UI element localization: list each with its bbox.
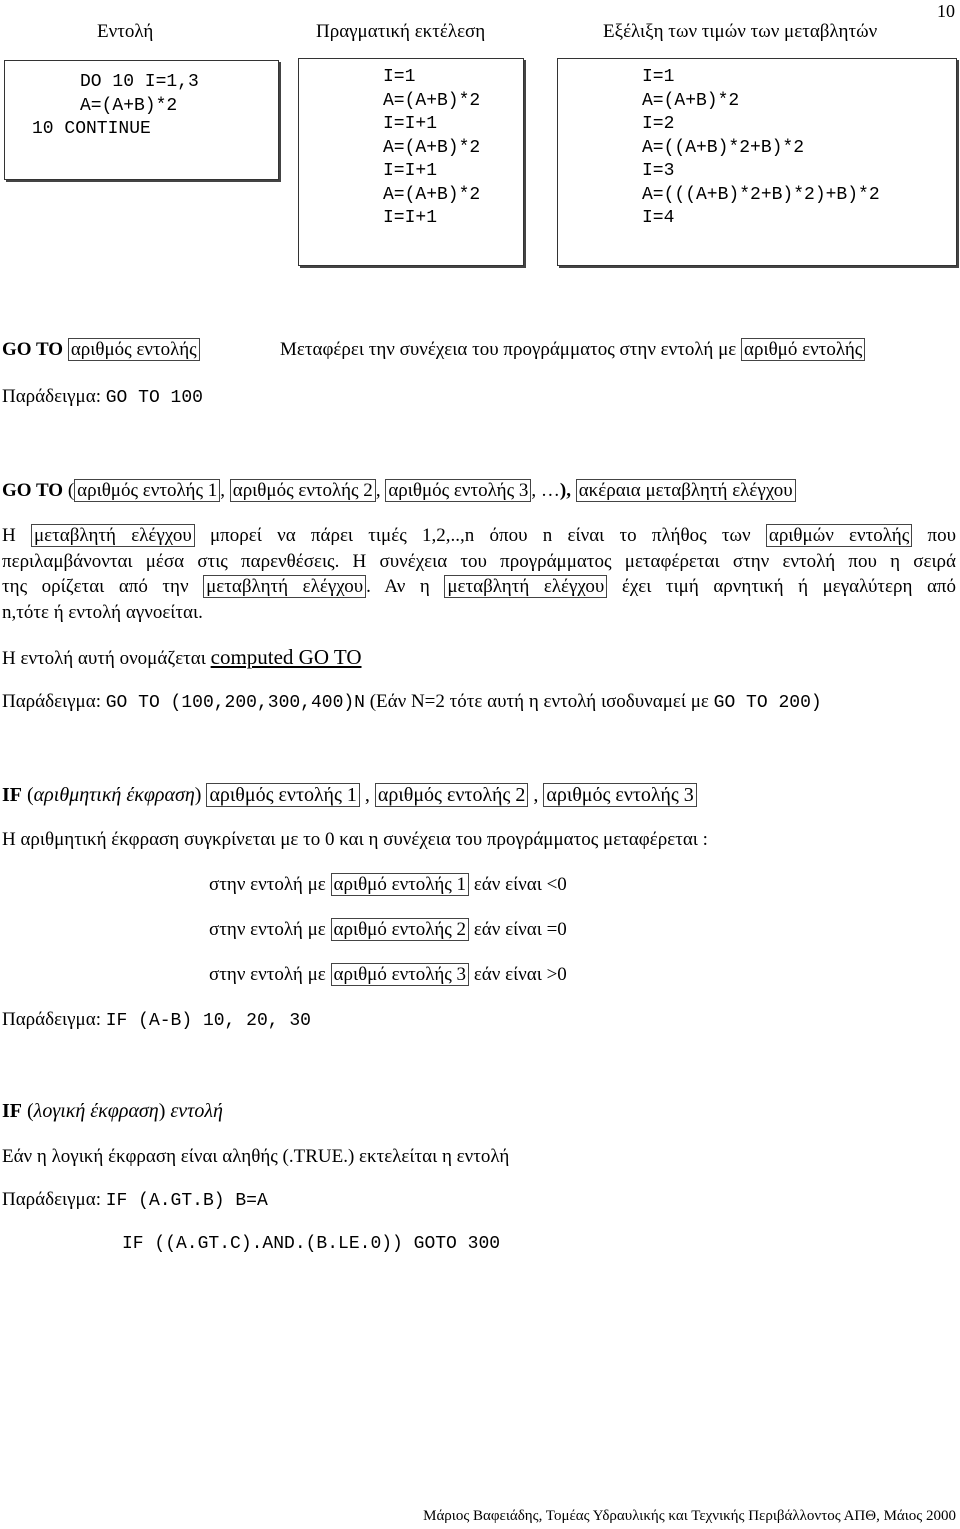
code-line: 10 CONTINUE xyxy=(32,119,151,139)
footer: Μάριος Βαφειάδης, Τομέας Υδραυλικής και Τεχνικής Περιβάλλοντος ΑΠΘ, Μάιος 2000 xyxy=(423,1508,956,1524)
paren-close: ), xyxy=(559,480,571,501)
code-line: DO 10 I=1,3 xyxy=(80,72,199,92)
logical-expression: λογική έκφραση xyxy=(33,1100,159,1122)
goto-keyword: GO TO xyxy=(2,339,64,360)
arith-case-2 xyxy=(209,919,567,941)
code-line: I=4 xyxy=(642,208,675,228)
text: που xyxy=(927,525,957,546)
text: εάν είναι <0 xyxy=(473,874,567,895)
arith-expression: αριθμητική έκφραση xyxy=(33,784,195,806)
example-code: GO TO 100 xyxy=(105,388,203,408)
header-variable-evolution: Εξέλιξη των τιμών των μεταβλητών xyxy=(603,21,878,42)
computed-example xyxy=(2,691,822,713)
code-line: I=1 xyxy=(642,67,675,87)
computed-named xyxy=(2,645,362,670)
text: Η εντολή αυτή ονομάζεται xyxy=(2,648,206,669)
text: μπορεί να πάρει τιμές 1,2,..,n όπου n είναι το πλήθος των xyxy=(210,525,751,546)
arith-arg2-box: αριθμός εντολής 2 xyxy=(375,783,528,807)
code-line: A=(A+B)*2 xyxy=(80,95,178,116)
arith-case-1 xyxy=(209,874,567,896)
computed-paragraph-line-4: n,τότε ή εντολή αγνοείται. xyxy=(2,602,203,623)
header-execution: Πραγματική εκτέλεση xyxy=(316,21,486,42)
text: . Αν η xyxy=(366,576,430,597)
header-command: Εντολή xyxy=(97,21,154,42)
statement-numbers-box: αριθμών εντολής xyxy=(766,524,912,547)
text: στην εντολή με xyxy=(209,874,326,895)
paren-open: ( xyxy=(22,1100,34,1122)
example-code: IF (A.GT.B) B=A xyxy=(105,1191,268,1211)
logical-if-description: Εάν η λογική έκφραση είναι αληθής (.TRUE.) εκτελείται η εντολή xyxy=(2,1146,510,1167)
code-line: A=(A+B)*2 xyxy=(383,90,481,111)
text: Η xyxy=(2,525,16,546)
code-line: A=(((A+B)*2+B)*2)+B)*2 xyxy=(642,184,880,205)
command-lines xyxy=(32,71,199,142)
example-label: Παράδειγμα: xyxy=(2,691,101,712)
computed-arg4-box: ακέραια μεταβλητή ελέγχου xyxy=(576,479,796,502)
example-code: IF (A-B) 10, 20, 30 xyxy=(105,1011,311,1031)
page-number: 10 xyxy=(937,1,955,21)
computed-arg2-box: αριθμός εντολής 2 xyxy=(230,479,376,502)
example-label: Παράδειγμα: xyxy=(2,1009,101,1030)
goto-description xyxy=(280,339,865,361)
computed-arg1-box: αριθμός εντολής 1 xyxy=(74,479,220,502)
arith-if-description: Η αριθμητική έκφραση συγκρίνεται με το 0 και η συνέχεια του προγράμματος μεταφέρεται : xyxy=(2,829,708,850)
case-box: αριθμό εντολής 1 xyxy=(331,873,470,896)
separator: , xyxy=(220,480,230,501)
code-line: I=3 xyxy=(642,161,675,181)
text: εάν είναι =0 xyxy=(473,919,567,940)
paren-open: ( xyxy=(63,480,75,501)
arith-case-3 xyxy=(209,964,567,986)
text: στην εντολή με xyxy=(209,919,326,940)
control-variable-box: μεταβλητή ελέγχου xyxy=(31,524,195,547)
logical-if-syntax xyxy=(2,1100,223,1123)
goto-example xyxy=(2,386,203,408)
paren-close: ) xyxy=(194,784,202,806)
separator: , xyxy=(375,480,386,501)
text: εάν είναι >0 xyxy=(473,964,567,985)
separator: , … xyxy=(531,480,560,501)
execution-lines xyxy=(383,66,480,231)
if-keyword: IF xyxy=(2,1100,22,1122)
arith-arg1-box: αριθμός εντολής 1 xyxy=(206,783,359,807)
variable-evolution-lines xyxy=(642,66,880,231)
code-line: I=I+1 xyxy=(383,161,438,181)
example-label: Παράδειγμα: xyxy=(2,1189,101,1210)
arith-if-syntax: IF (αριθμητική έκφραση) αριθμός εντολής 1 , αριθμός εντολής 2 , αριθμός εντολής 3 xyxy=(2,784,697,807)
code-line: I=I+1 xyxy=(383,208,438,228)
logical-if-statement: εντολή xyxy=(170,1100,223,1122)
code-line: A=(A+B)*2 xyxy=(642,90,740,111)
control-variable-box: μεταβλητή ελέγχου xyxy=(444,575,607,598)
example-label: Παράδειγμα: xyxy=(2,386,101,407)
example-note: (Εάν Ν=2 τότε αυτή η εντολή ισοδυναμεί με xyxy=(369,691,709,712)
logical-if-example xyxy=(2,1189,268,1211)
computed-goto-keyword: GO TO xyxy=(2,480,64,501)
code-line: A=(A+B)*2 xyxy=(383,184,481,205)
text: της ορίζεται από την xyxy=(2,576,189,597)
arith-arg3-box: αριθμός εντολής 3 xyxy=(543,783,696,807)
example-code: GO TO (100,200,300,400)N xyxy=(105,693,365,713)
computed-goto-term: computed GO TO xyxy=(210,645,362,669)
goto-desc-text: Μεταφέρει την συνέχεια του προγράμματος στην εντολή με xyxy=(280,339,737,360)
arith-if-example xyxy=(2,1009,311,1031)
computed-paragraph-line-3 xyxy=(2,576,956,598)
logical-if-example-2: IF ((A.GT.C).AND.(B.LE.0)) GOTO 300 xyxy=(122,1234,501,1254)
computed-paragraph-line-2: περιλαμβάνονται μέσα στις παρενθέσεις. Η συνέχεια του προγράμματος μεταφέρεται στην εντολή που η σειρά xyxy=(2,551,956,572)
computed-goto-syntax xyxy=(2,480,796,502)
goto-syntax xyxy=(2,339,200,361)
if-keyword: IF xyxy=(2,784,22,806)
paren-close: ) xyxy=(158,1100,166,1122)
code-line: A=((A+B)*2+B)*2 xyxy=(642,137,805,158)
goto-desc-box: αριθμό εντολής xyxy=(741,338,865,361)
case-box: αριθμό εντολής 3 xyxy=(331,963,470,986)
computed-paragraph-line-1 xyxy=(2,525,956,547)
code-line: I=I+1 xyxy=(383,114,438,134)
code-line: I=2 xyxy=(642,114,675,134)
code-line: I=1 xyxy=(383,67,416,87)
text: έχει τιμή αρνητική ή μεγαλύτερη από xyxy=(621,576,957,597)
code-line: A=(A+B)*2 xyxy=(383,137,481,158)
control-variable-box: μεταβλητή ελέγχου xyxy=(203,575,366,598)
goto-arg-box: αριθμός εντολής xyxy=(68,338,200,361)
example-note-code: GO TO 200) xyxy=(713,693,822,713)
computed-arg3-box: αριθμός εντολής 3 xyxy=(385,479,531,502)
paren-open: ( xyxy=(22,784,34,806)
text: στην εντολή με xyxy=(209,964,326,985)
case-box: αριθμό εντολής 2 xyxy=(331,918,470,941)
